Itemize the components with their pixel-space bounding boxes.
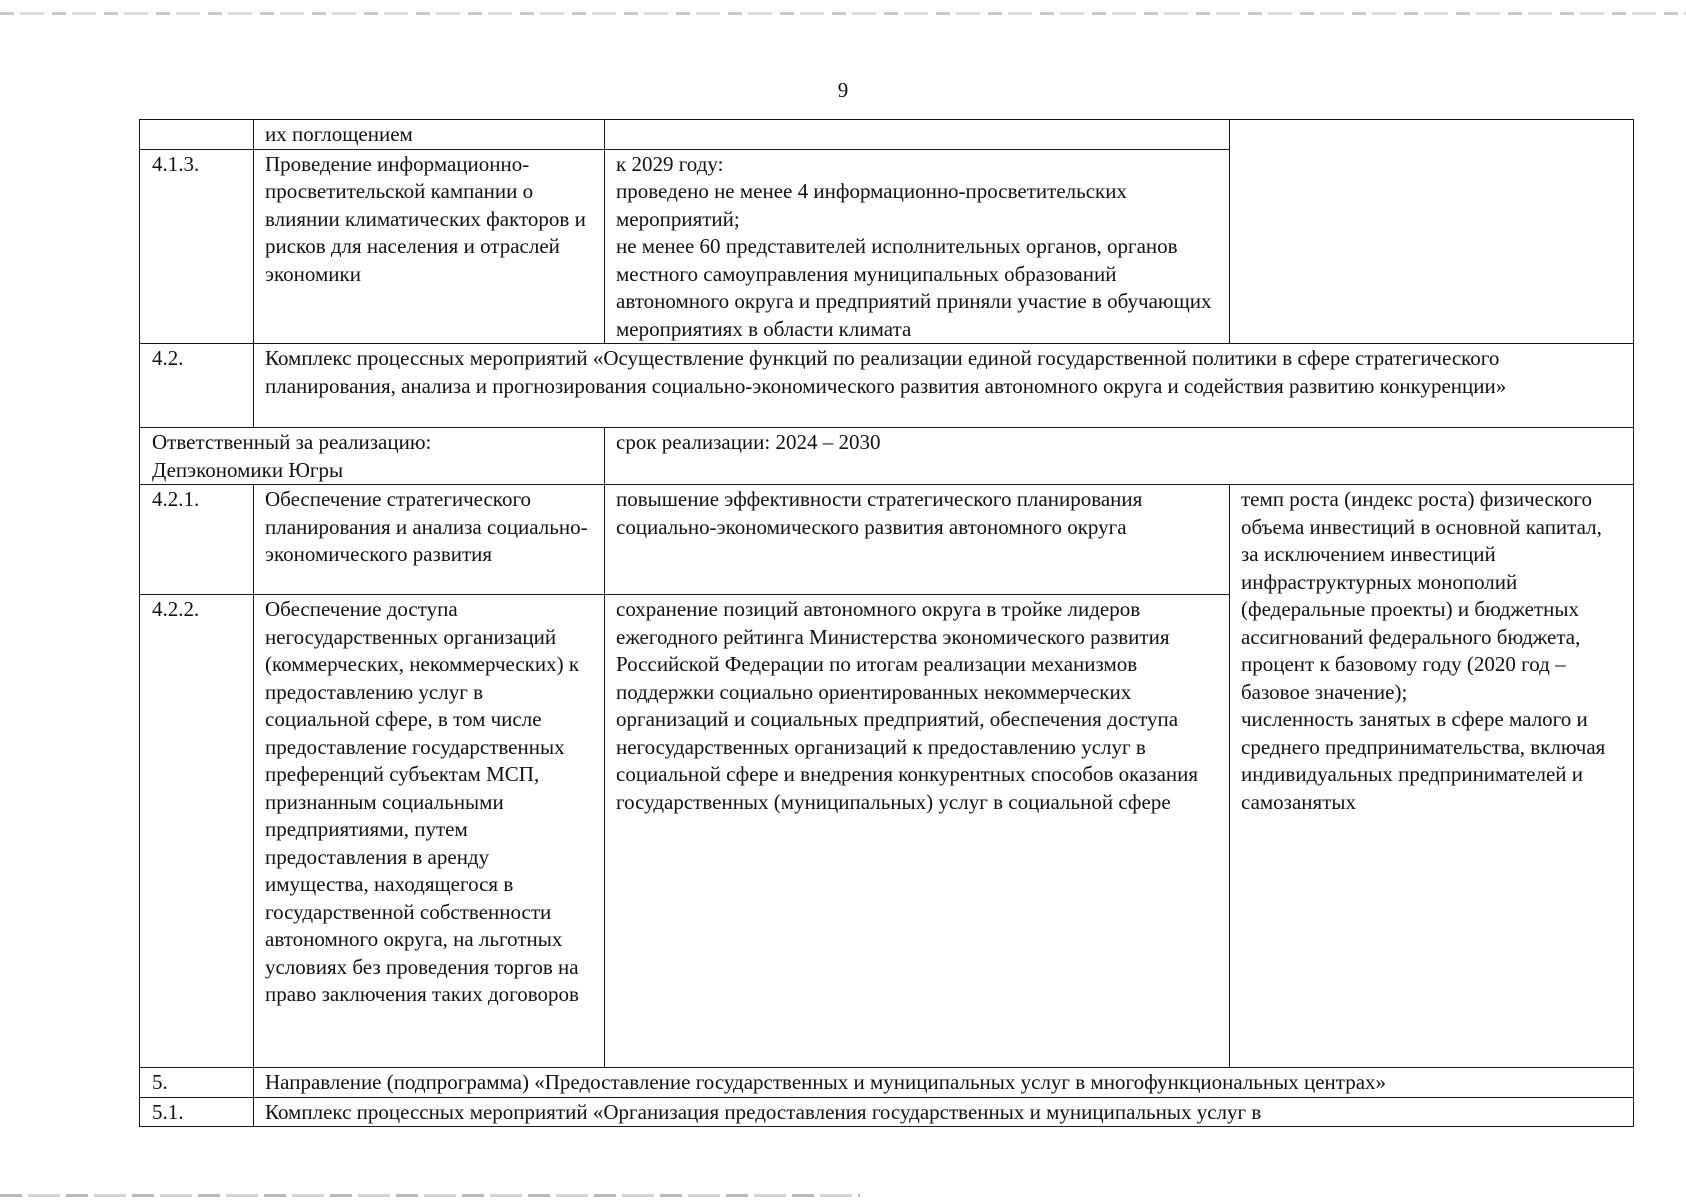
page-number: 9 (837, 78, 849, 102)
result-line: не менее 60 представителей исполнительных органов, органов местного самоуправления муниципальных образований автономного округа и предприятий приняли участие в обучающих мероприятиях в области климата (616, 234, 1212, 341)
cell-number: 4.2.2. (140, 595, 254, 1068)
cell-number: 5.1. (140, 1097, 254, 1127)
cell-name: Проведение информационно-просветительской кампании о влиянии климатических факторов и рисков для населения и отраслей экономики (254, 149, 605, 344)
responsible-org: Депэкономики Югры (152, 457, 344, 482)
table-row (140, 1097, 1634, 1127)
scan-edge-top (0, 12, 1686, 15)
table-row (140, 428, 1634, 485)
cell-number: 5. (140, 1068, 254, 1098)
cell-number: 4.2. (140, 344, 254, 428)
cell-term: срок реализации: 2024 – 2030 (605, 428, 1634, 485)
indicator-line: численность занятых в сфере малого и среднего предпринимательства, включая индивидуальных предпринимателей и самозанятых (1241, 707, 1606, 814)
cell-number: 4.2.1. (140, 485, 254, 595)
indicator-line: темп роста (индекс роста) физического объема инвестиций в основной капитал, за исключением инвестиций инфраструктурных монополий (федеральные проекты) и бюджетных ассигнований федерального бюджета, процент к базовому году (2020 год – базовое значение); (1241, 487, 1602, 704)
result-line: проведено не менее 4 информационно-просветительских мероприятий; (616, 179, 1127, 231)
cell-result: сохранение позиций автономного округа в тройке лидеров ежегодного рейтинга Министерства экономического развития Российской Федерации по итогам реализации механизмов поддержки социально ориентированных некоммерческих организаций и социальных предприятий, обеспечения доступа негосударственных организаций к предоставлению услуг в социальной сфере и внедрения конкурентных способов оказания государственных (муниципальных) услуг в социальной сфере (605, 595, 1230, 1068)
cell-direction-title: Направление (подпрограмма) «Предоставление государственных и муниципальных услуг в многофункциональных центрах» (254, 1068, 1634, 1098)
cell-name: Обеспечение стратегического планирования и анализа социально-экономического развития (254, 485, 605, 595)
cell-result (605, 120, 1230, 150)
cell-number: 4.1.3. (140, 149, 254, 344)
table-row (140, 485, 1634, 595)
row-name-continuation: их поглощением (265, 122, 413, 146)
cell-number (140, 120, 254, 150)
cell-name: Обеспечение доступа негосударственных организаций (коммерческих, некоммерческих) к предоставлению услуг в социальной сфере, в том числе предоставление государственных преференций субъектам МСП, признанным социальными предприятиями, путем предоставления в аренду имущества, находящегося в государственной собственности автономного округа, на льготных условиях без проведения торгов на право заключения таких договоров (254, 595, 605, 1068)
responsible-label: Ответственный за реализацию: (152, 430, 432, 454)
cell-complex-title: Комплекс процессных мероприятий «Осуществление функций по реализации единой государственной политики в сфере стратегического планирования, анализа и прогнозирования социально-экономического развития автономного округа и содействия развитию конкуренции» (254, 344, 1634, 428)
table-row (140, 344, 1634, 428)
scan-edge-bottom (0, 1194, 860, 1197)
measures-table (139, 119, 1634, 1127)
cell-result (605, 149, 1230, 344)
cell-indicator (1230, 485, 1634, 1068)
cell-result: повышение эффективности стратегического планирования социально-экономического развития автономного округа (605, 485, 1230, 595)
cell-responsible (140, 428, 605, 485)
cell-complex-title: Комплекс процессных мероприятий «Организация предоставления государственных и муниципальных услуг в (254, 1097, 1634, 1127)
table-row (140, 1068, 1634, 1098)
cell-indicator-empty (1230, 120, 1634, 344)
cell-name (254, 120, 605, 150)
result-line: к 2029 году: (616, 151, 724, 176)
table-row (140, 120, 1634, 150)
